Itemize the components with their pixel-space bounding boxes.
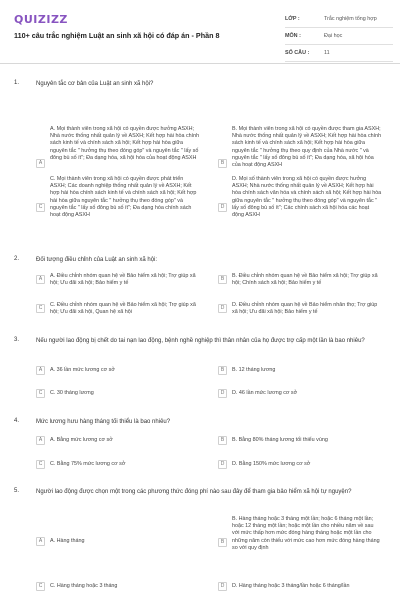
question-number: 3.	[14, 337, 20, 343]
page-title: 110+ câu trắc nghiệm Luật an sinh xã hội có đáp án - Phần 8	[14, 31, 220, 40]
option-text: D. 46 lần mức lương cơ sở	[232, 390, 298, 396]
option-letter: A	[36, 436, 45, 445]
meta-row-count	[285, 47, 393, 62]
meta-value: Trắc nghiệm tổng hợp	[324, 16, 377, 22]
meta-row-subject	[285, 30, 393, 45]
option-letter: B	[218, 159, 227, 168]
meta-value: Đại học	[324, 33, 343, 39]
option-text: D. Hàng tháng hoặc 3 tháng/lần hoặc 6 tháng/lần	[232, 583, 350, 589]
option-letter: A	[36, 537, 45, 546]
meta-panel	[285, 13, 393, 64]
option-letter: C	[36, 304, 45, 313]
option-letter: C	[36, 460, 45, 469]
option-text: B. Hàng tháng hoặc 3 tháng một lần; hoặc 6 tháng một lần; hoặc 12 tháng một lần; hoặc một lần cho nhiều năm về sau với mức thấp hơn mức đóng hàng tháng hoặc một lần cho những năm còn thiếu với mức cao hơn mức đóng hàng tháng so với quy định	[232, 516, 380, 551]
document-header	[0, 0, 400, 64]
meta-label: MÔN :	[285, 33, 301, 39]
option-text: A. Bằng mức lương cơ sở	[50, 437, 113, 443]
option-letter: C	[36, 203, 45, 212]
option-text: B. 12 tháng lương	[232, 367, 276, 373]
question-text: Đối tượng điều chỉnh của Luật an sinh xã hội:	[36, 257, 158, 263]
question-text: Nguyên tắc cơ bản của Luật an sinh xã hội?	[36, 81, 154, 87]
option-letter: C	[36, 582, 45, 591]
option-letter: A	[36, 159, 45, 168]
option-text: A. 36 lần mức lương cơ sở	[50, 367, 115, 373]
question-number: 1.	[14, 80, 20, 86]
option-letter: A	[36, 366, 45, 375]
option-text: D. Điều chỉnh nhóm quan hệ về Bảo hiểm nhân thọ; Trợ giúp xã hội; Ưu đãi xã hội; Bảo hiểm y tế	[232, 302, 378, 316]
question-text: Nếu người lao động bị chết do tai nạn lao động, bệnh nghề nghiệp thì thân nhân của họ được trợ cấp một lần là bao nhiêu?	[36, 338, 365, 344]
option-text: A. Điều chỉnh nhóm quan hệ về Bảo hiểm xã hội; Trợ giúp xã hội; Ưu đãi xã hội; Bảo hiểm y tế	[50, 273, 196, 287]
option-text: C. Hàng tháng hoặc 3 tháng	[50, 583, 118, 589]
meta-value: 11	[324, 50, 330, 56]
option-letter: C	[36, 389, 45, 398]
option-text: C. Mọi thành viên trong xã hội có quyền được phát triển ASXH; Các doanh nghiệp thống nhất quản lý về ASXH; Kết hợp hài hòa chính sách kinh tế và chính sách xã hội; Kết hợp hài hòa giữa nguyên tắc " hưởng thụ theo đóng góp" và nguyên tắc " lấy số đông bù số ít"; Đa dạng hóa chính sách hoạt động ASXH	[50, 176, 197, 219]
meta-label: SỐ CÂU :	[285, 50, 310, 56]
option-text: D. Bằng 150% mức lương cơ sở	[232, 461, 311, 467]
option-text: B. Bằng 80% tháng lương tối thiểu vùng	[232, 437, 328, 443]
option-text: C. Điều chỉnh nhóm quan hệ về Bảo hiểm xã hội; Trợ giúp xã hội; Ưu đãi xã hội, Quan hệ xã hội	[50, 302, 196, 316]
meta-label: LỚP :	[285, 16, 300, 22]
option-letter: B	[218, 436, 227, 445]
option-letter: D	[218, 460, 227, 469]
option-text: D. Mọi số thành viên trong xã hội có quyền được hưởng ASXH; Nhà nước thống nhất quản lý về ASXH; Kết hợp hài hòa chính sách văn hóa và chính sách xã hội; Kết hợp hài hòa giữa nguyên tắc " hưởng thụ theo đóng góp" và nguyên tắc " lấy số đông bù số ít"; Các chính sách xã hội hóa các hoạt động ASXH	[232, 176, 382, 219]
option-letter: D	[218, 203, 227, 212]
quizizz-logo: QUIZIZZ	[14, 13, 68, 26]
option-letter: B	[218, 275, 227, 284]
option-letter: A	[36, 275, 45, 284]
option-text: B. Mọi thành viên trong xã hội có quyền được tham gia ASXH; Nhà nước thống nhất quản lý về ASXH; Kết hợp hài hòa chính sách kinh tế và chính sách xã hội; Kết hợp hài hòa giữa nguyên tắc " hưởng thụ theo quy định của Nhà nước " và nguyên tắc " lấy số đông bù số ít"; Đa dạng hóa, xã hội hóa của hoạt động ASXH	[232, 126, 382, 169]
option-letter: B	[218, 538, 227, 547]
option-letter: D	[218, 389, 227, 398]
meta-row-class	[285, 13, 393, 28]
question-number: 5.	[14, 488, 20, 494]
option-text: B. Điều chỉnh nhóm quan hệ về Bảo hiểm xã hội; Trợ giúp xã hội; Chính sách xã hội; Bảo hiểm y tế	[232, 273, 378, 287]
option-letter: D	[218, 582, 227, 591]
option-text: C. 30 tháng lương	[50, 390, 94, 396]
option-letter: B	[218, 366, 227, 375]
option-letter: D	[218, 304, 227, 313]
question-number: 2.	[14, 256, 20, 262]
question-text: Người lao động được chọn một trong các phương thức đóng phí nào sau đây để tham gia bảo hiểm xã hội tự nguyện?	[36, 489, 352, 495]
question-text: Mức lương hưu hàng tháng tối thiểu là bao nhiêu?	[36, 419, 171, 425]
question-number: 4.	[14, 418, 20, 424]
option-text: A. Hàng tháng	[50, 538, 85, 544]
option-text: A. Mọi thành viên trong xã hội có quyền được hưởng ASXH; Nhà nước thống nhất quản lý về ASXH; Kết hợp hài hòa chính sách kinh tế và chính sách xã hội; Kết hợp hài hòa giữa nguyên tắc " hưởng thụ theo đóng góp" và nguyên tắc " lấy số đông bù số ít"; Đa dạng hóa, xã hội hóa của hoạt động ASXH	[50, 126, 200, 161]
option-text: C. Bằng 75% mức lương cơ sở	[50, 461, 126, 467]
